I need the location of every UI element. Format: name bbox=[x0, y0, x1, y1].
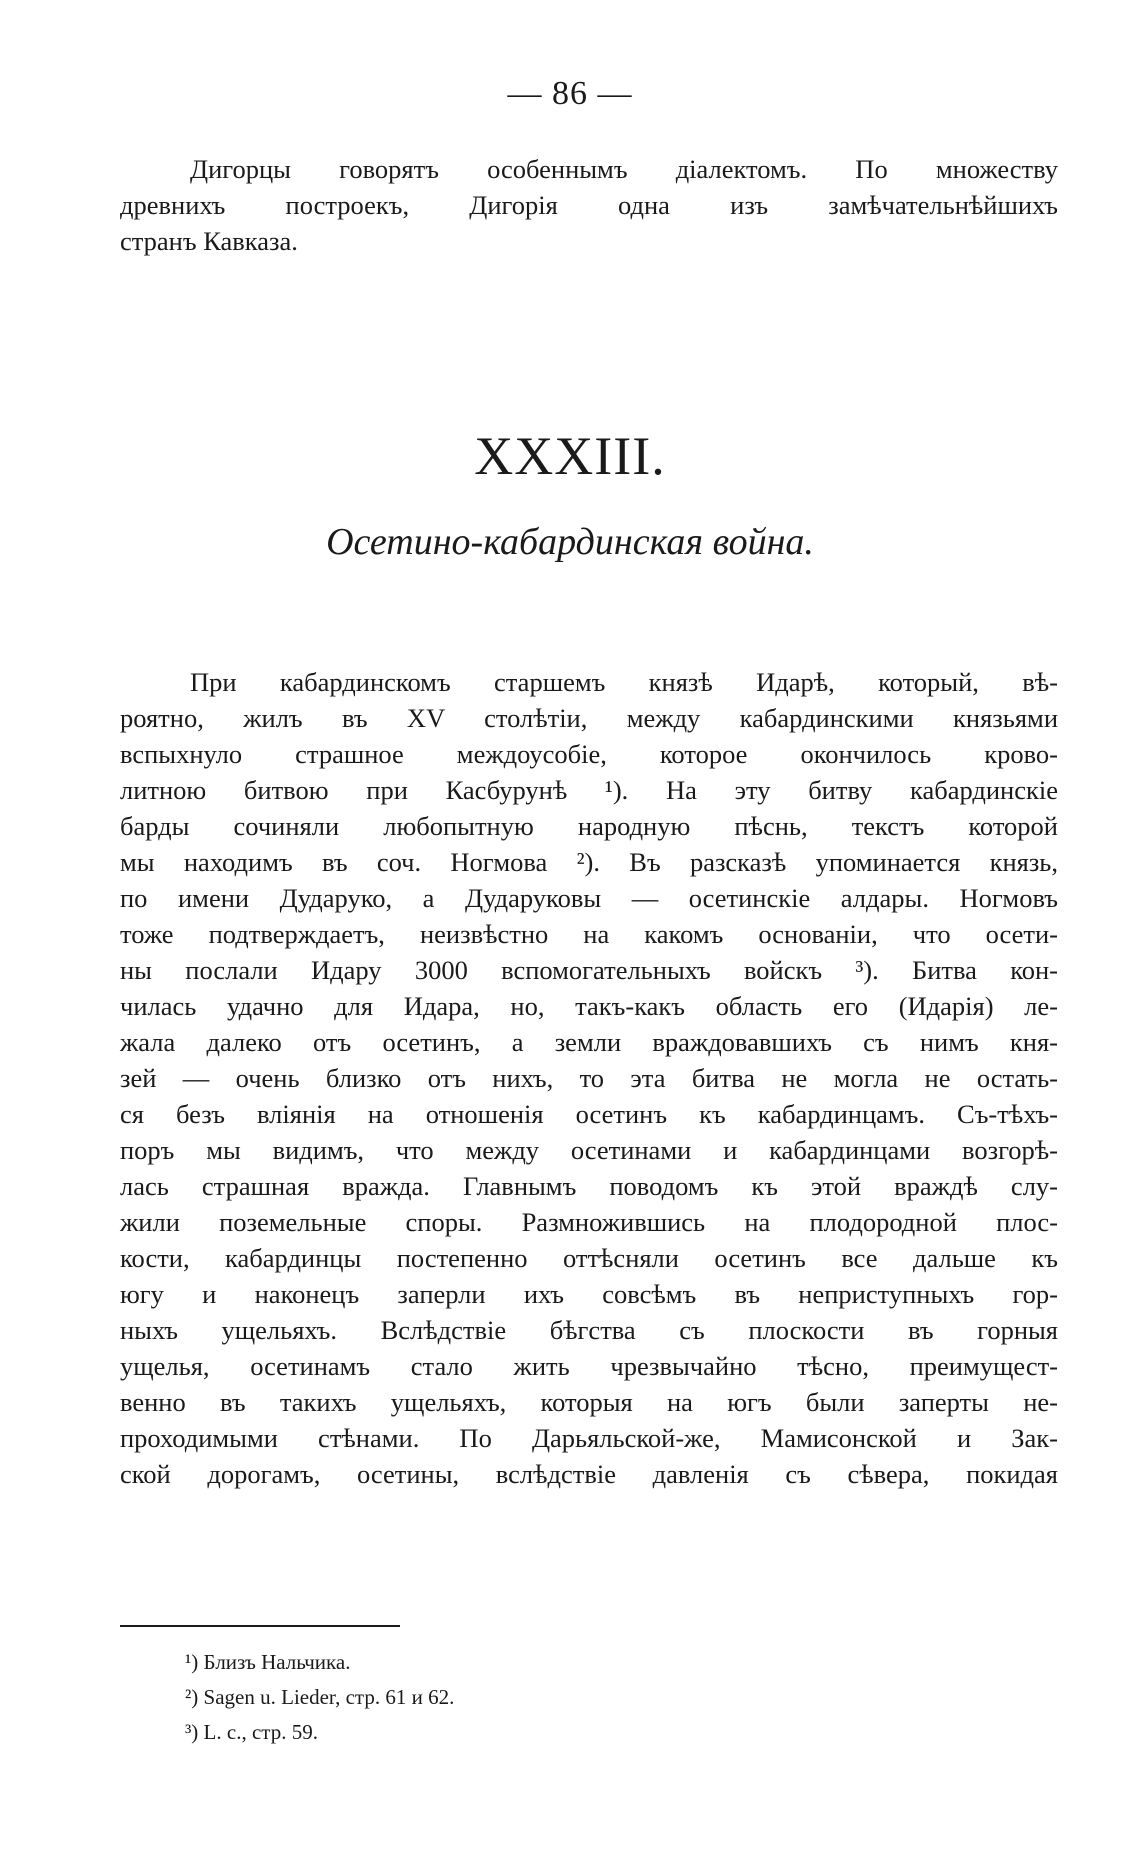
text-line: поръ мы видимъ, что между осетинами и кабардинцами возгорѣ- bbox=[120, 1135, 1058, 1165]
footnote-1 bbox=[185, 1648, 350, 1676]
text-line: чилась удачно для Идара, но, такъ-какъ область его (Идарія) ле- bbox=[120, 991, 1058, 1021]
text-line: При кабардинскомъ старшемъ князѣ Идарѣ, который, вѣ- bbox=[190, 667, 1058, 697]
text-line: тоже подтверждаетъ, неизвѣстно на какомъ основаніи, что осети- bbox=[120, 919, 1058, 949]
footnote-separator bbox=[120, 1625, 400, 1627]
text-line: вспыхнуло страшное междоусобіе, которое окончилось крово- bbox=[120, 739, 1058, 769]
text-line: жили поземельные споры. Размножившись на плодородной плос- bbox=[120, 1207, 1058, 1237]
footnote-mark: ³) bbox=[185, 1720, 199, 1744]
text-line: зей — очень близко отъ нихъ, то эта битва не могла не остать- bbox=[120, 1063, 1058, 1093]
text-line: по имени Дударуко, а Дударуковы — осетинскіе алдары. Ногмовъ bbox=[120, 883, 1058, 913]
page-number: — 86 — bbox=[507, 75, 633, 112]
text-line: ущелья, осетинамъ стало жить чрезвычайно тѣсно, преимущест- bbox=[120, 1351, 1058, 1381]
footnote-text: L. c., стр. 59. bbox=[203, 1720, 318, 1744]
text-line: роятно, жилъ въ XV столѣтіи, между кабардинскими князьями bbox=[120, 703, 1058, 733]
text-line: барды сочиняли любопытную народную пѣснь, текстъ которой bbox=[120, 811, 1058, 841]
text-line: проходимыми стѣнами. По Дарьяльской-же, Мамисонской и Зак- bbox=[120, 1423, 1058, 1453]
text-line: ныхъ ущельяхъ. Вслѣдствіе бѣгства съ плоскости въ горныя bbox=[120, 1315, 1058, 1345]
text-line: лась страшная вражда. Главнымъ поводомъ къ этой враждѣ слу- bbox=[120, 1171, 1058, 1201]
text-line: ны послали Идару 3000 вспомогательныхъ войскъ ³). Битва кон- bbox=[120, 955, 1058, 985]
text-line: Дигорцы говорятъ особеннымъ діалектомъ. По множеству bbox=[190, 154, 1058, 184]
footnote-mark: ²) bbox=[185, 1685, 199, 1709]
chapter-title: Осетино-кабардинская война. bbox=[326, 521, 814, 563]
text-line: литною битвою при Касбурунѣ ¹). На эту битву кабардинскіе bbox=[120, 775, 1058, 805]
footnote-text: Sagen u. Lieder, стр. 61 и 62. bbox=[203, 1685, 455, 1709]
footnote-2 bbox=[185, 1683, 454, 1711]
text-line: мы находимъ въ соч. Ногмова ²). Въ разсказѣ упоминается князь, bbox=[120, 847, 1058, 877]
text-line: древнихъ построекъ, Дигорія одна изъ замѣчательнѣйшихъ bbox=[120, 190, 1058, 220]
text-line: жала далеко отъ осетинъ, а земли враждовавшихъ съ нимъ кня- bbox=[120, 1027, 1058, 1057]
text-line: кости, кабардинцы постепенно оттѣсняли осетинъ все дальше къ bbox=[120, 1243, 1058, 1273]
text-line: странъ Кавказа. bbox=[120, 226, 298, 256]
chapter-number: XXXIII. bbox=[474, 426, 666, 486]
text-line: югу и наконецъ заперли ихъ совсѣмъ въ неприступныхъ гор- bbox=[120, 1279, 1058, 1309]
footnote-mark: ¹) bbox=[185, 1650, 199, 1674]
text-line: венно въ такихъ ущельяхъ, которыя на югъ были заперты не- bbox=[120, 1387, 1058, 1417]
text-line: ской дорогамъ, осетины, вслѣдствіе давленія съ сѣвера, покидая bbox=[120, 1459, 1058, 1489]
footnote-text: Близъ Нальчика. bbox=[203, 1650, 351, 1674]
text-line: ся безъ вліянія на отношенія осетинъ къ кабардинцамъ. Съ-тѣхъ- bbox=[120, 1099, 1058, 1129]
footnote-3 bbox=[185, 1718, 318, 1746]
